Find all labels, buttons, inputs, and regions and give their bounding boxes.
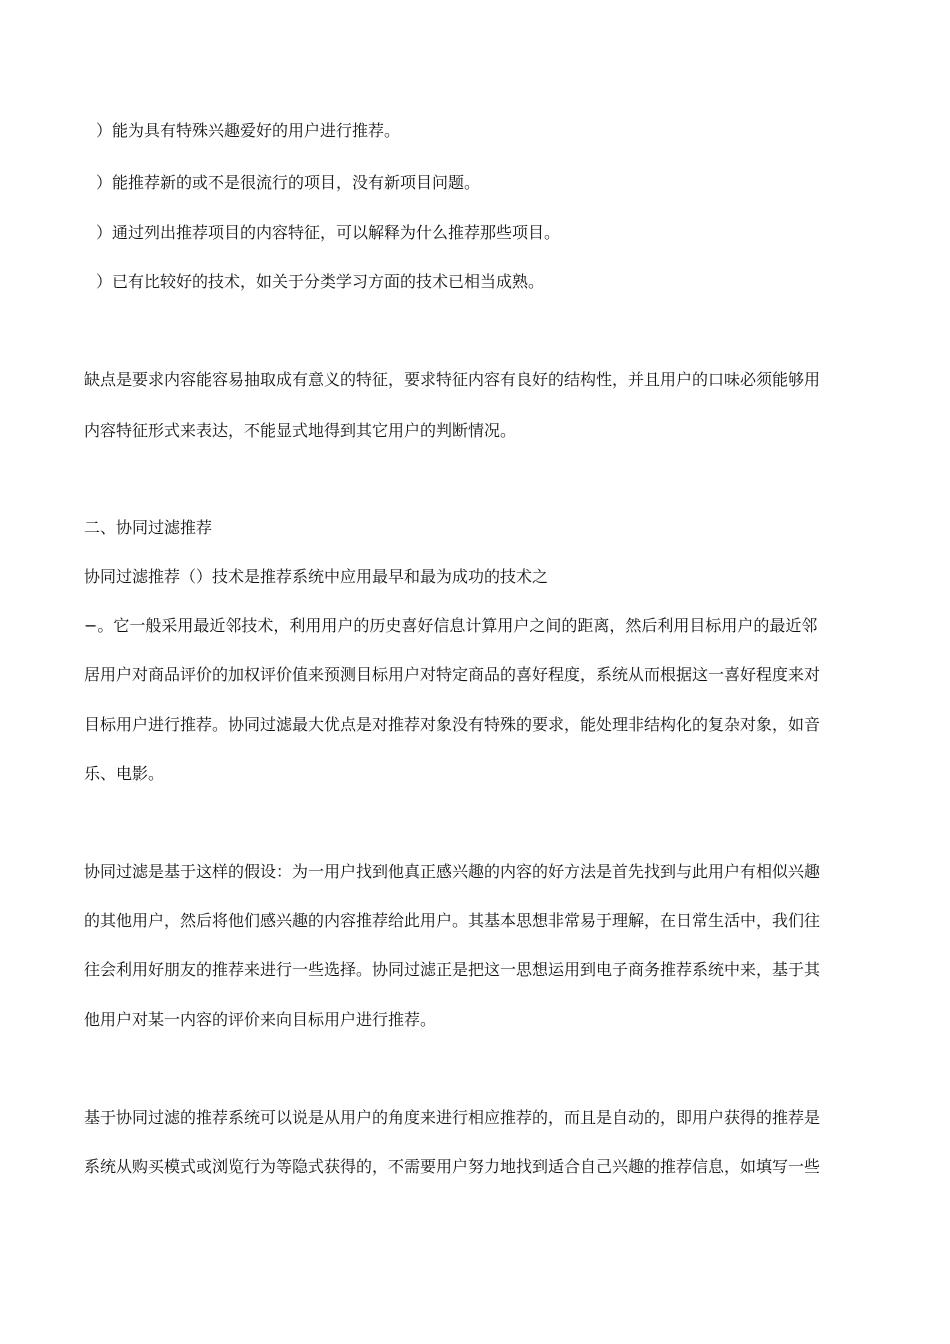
- paragraph-line: 基于协同过滤的推荐系统可以说是从用户的角度来进行相应推荐的，而且是自动的，即用户获得的推荐是: [84, 1108, 821, 1127]
- section-heading: 二、协同过滤推荐: [84, 518, 213, 537]
- paragraph-line: 往会利用好朋友的推荐来进行一些选择。协同过滤正是把这一思想运用到电子商务推荐系统中来，基于其: [84, 960, 821, 979]
- advantage-item: ）通过列出推荐项目的内容特征，可以解释为什么推荐那些项目。: [96, 223, 561, 242]
- paragraph-line: 目标用户进行推荐。协同过滤最大优点是对推荐对象没有特殊的要求，能处理非结构化的复杂对象，如音: [84, 715, 821, 734]
- paragraph-line: −。它一般采用最近邻技术，利用用户的历史喜好信息计算用户之间的距离，然后利用目标用户的最近邻: [84, 616, 818, 635]
- paragraph-line: 系统从购买模式或浏览行为等隐式获得的，不需要用户努力地找到适合自己兴趣的推荐信息，如填写一些: [84, 1157, 821, 1176]
- advantage-item: ）已有比较好的技术，如关于分类学习方面的技术已相当成熟。: [96, 272, 545, 291]
- paragraph-line: 乐、电影。: [84, 764, 165, 783]
- paragraph-line: 缺点是要求内容能容易抽取成有意义的特征，要求特征内容有良好的结构性，并且用户的口味必须能够用: [84, 370, 821, 389]
- advantage-item: ）能推荐新的或不是很流行的项目，没有新项目问题。: [96, 173, 481, 192]
- paragraph-line: 协同过滤推荐（）技术是推荐系统中应用最早和最为成功的技术之: [84, 567, 549, 586]
- paragraph-line: 内容特征形式来表达，不能显式地得到其它用户的判断情况。: [84, 421, 517, 440]
- paragraph-line: 居用户对商品评价的加权评价值来预测目标用户对特定商品的喜好程度，系统从而根据这一喜好程度来对: [84, 665, 821, 684]
- paragraph-line: 协同过滤是基于这样的假设：为一用户找到他真正感兴趣的内容的好方法是首先找到与此用户有相似兴趣: [84, 862, 821, 881]
- paragraph-line: 他用户对某一内容的评价来向目标用户进行推荐。: [84, 1010, 437, 1029]
- advantage-item: ）能为具有特殊兴趣爱好的用户进行推荐。: [96, 121, 401, 140]
- paragraph-line: 的其他用户，然后将他们感兴趣的内容推荐给此用户。其基本思想非常易于理解，在日常生活中，我们往: [84, 911, 821, 930]
